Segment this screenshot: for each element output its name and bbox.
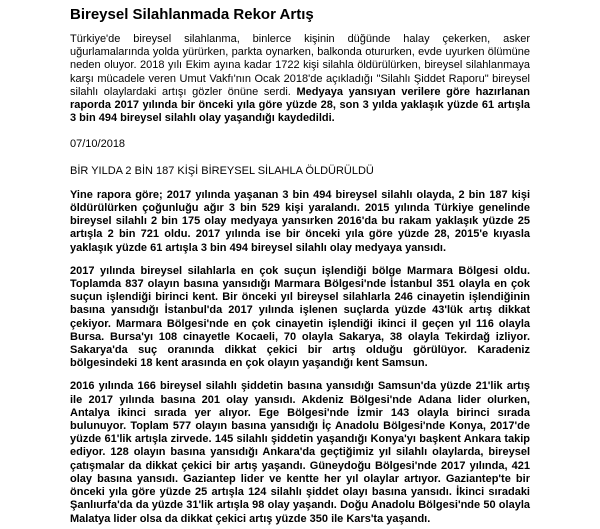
intro-bold-text: Medyaya yansıyan verilere göre hazırlanan raporda 2017 yılında bir önceki yıla göre yüzde 28, son 3 yılda yaklaşık yüzde 61 artışla 3 bin 494 bireysel silahlı olay yaşandığı kaydedildi. [70, 85, 530, 125]
paragraph-2: 2017 yılında bireysel silahlarla en çok suçun işlendiği bölge Marmara Bölgesi oldu. Toplamda 837 olayın basına yansıdığı Marmara Bölgesi'nde İstanbul 351 olayla en çok suçun işlendiği birinci kent. Bir önceki yıl bireysel silahlarla 246 cinayetin işlendiğinin basına yansıdığı İstanbul'da 2017 yılında işlenen suçlarda yüzde 43'lük artış dikkat çekiyor. Marmara Bölgesi'nde en çok cinayetin işlendiği ikinci il geçen yıl 116 olayla Bursa. Bursa'yı 108 cinayetle Kocaeli, 70 olayla Sakarya, 38 olayla Tekirdağ izliyor. Sakarya'da suç oranında dikkat çekici bir artış olduğu görülüyor. Karadeniz bölgesindeki 18 kent arasında en çok olayın yaşandığı kent Samsun. [70, 264, 530, 370]
article-date: 07/10/2018 [70, 138, 126, 151]
paragraph-3: 2016 yılında 166 bireysel silahlı şiddetin basına yansıdığı Samsun'da yüzde 21'lik artış ile 2017 yılında basına 201 olay yansıdı. Akdeniz Bölgesi'nde Adana lider olurken, Antalya ikinci sırada yer alıyor. Ege Bölgesi'nde İzmir 143 olayla birinci sırada bulunuyor. Toplam 577 olayın basına yansıdığı İç Anadolu Bölgesi'nde Konya, 2017'de yüzde 61'lik artışla zirvede. 145 silahlı şiddetin yaşandığı Konya'yı başkent Ankara takip ediyor. 128 olayın basına yansıdığı Ankara'da geçtiğimiz yıl silahlı olaylarda, bireysel çatışmalar da dikkat çekici bir artış yaşandı. Güneydoğu Bölgesi'nde 2017 yılında, 421 olay basına yansıdı. Gaziantep lider ve kentte her yıl olaylar artıyor. Gaziantep'te bir önceki yıla göre yüzde 25 artışla 124 silahlı şiddet olayı basına yansıdı. İkinci sıradaki Şanlıurfa'da da yüzde 31'lik artışla 98 olay yaşandı. Doğu Anadolu Bölgesi'nde 50 olayla Malatya lider olsa da dikkat çekici artış yüzde 350 ile Kars'ta yaşandı. [70, 380, 530, 525]
subheading: BİR YILDA 2 BİN 187 KİŞİ BİREYSEL SİLAHLA ÖLDÜRÜLDÜ [70, 164, 374, 177]
intro-text: Türkiye'de bireysel silahlanma, binlerce kişinin düğünde halay çekerken, asker uğurlamalarında yolda yürürken, parkta oynarken, balkonda otururken, evde uyurken ölümüne neden oluyor. 2018 yılı Ekim ayına kadar 1722 kişi silahla öldürülürken, bireysel silahlanmaya karşı mücadele veren Umut Vakfı'nın Ocak 2018'de açıkladığı "Silahlı Şiddet Raporu" bireysel silahlı olaylardaki artışı gözler önüne serdi. [70, 33, 530, 98]
intro-paragraph [70, 33, 530, 125]
paragraph-1: Yine rapora göre; 2017 yılında yaşanan 3 bin 494 bireysel silahlı olayda, 2 bin 187 kişi öldürülürken çoğunluğu ağır 3 bin 529 kişi yaralandı. 2015 yılında Türkiye genelinde bireysel silahlı 2 bin 175 olay medyaya yansırken 2016'da bu rakam yaklaşık yüzde 25 artışla 2 bin 721 oldu. 2017 yılında ise bir önceki yıla göre yüzde 28, 2015'e kıyasla yaklaşık yüzde 61 artışla 3 bin 494 bireysel silahlı olay medyaya yansıdı. [70, 188, 530, 254]
article-title: Bireysel Silahlanmada Rekor Artış [70, 6, 314, 23]
